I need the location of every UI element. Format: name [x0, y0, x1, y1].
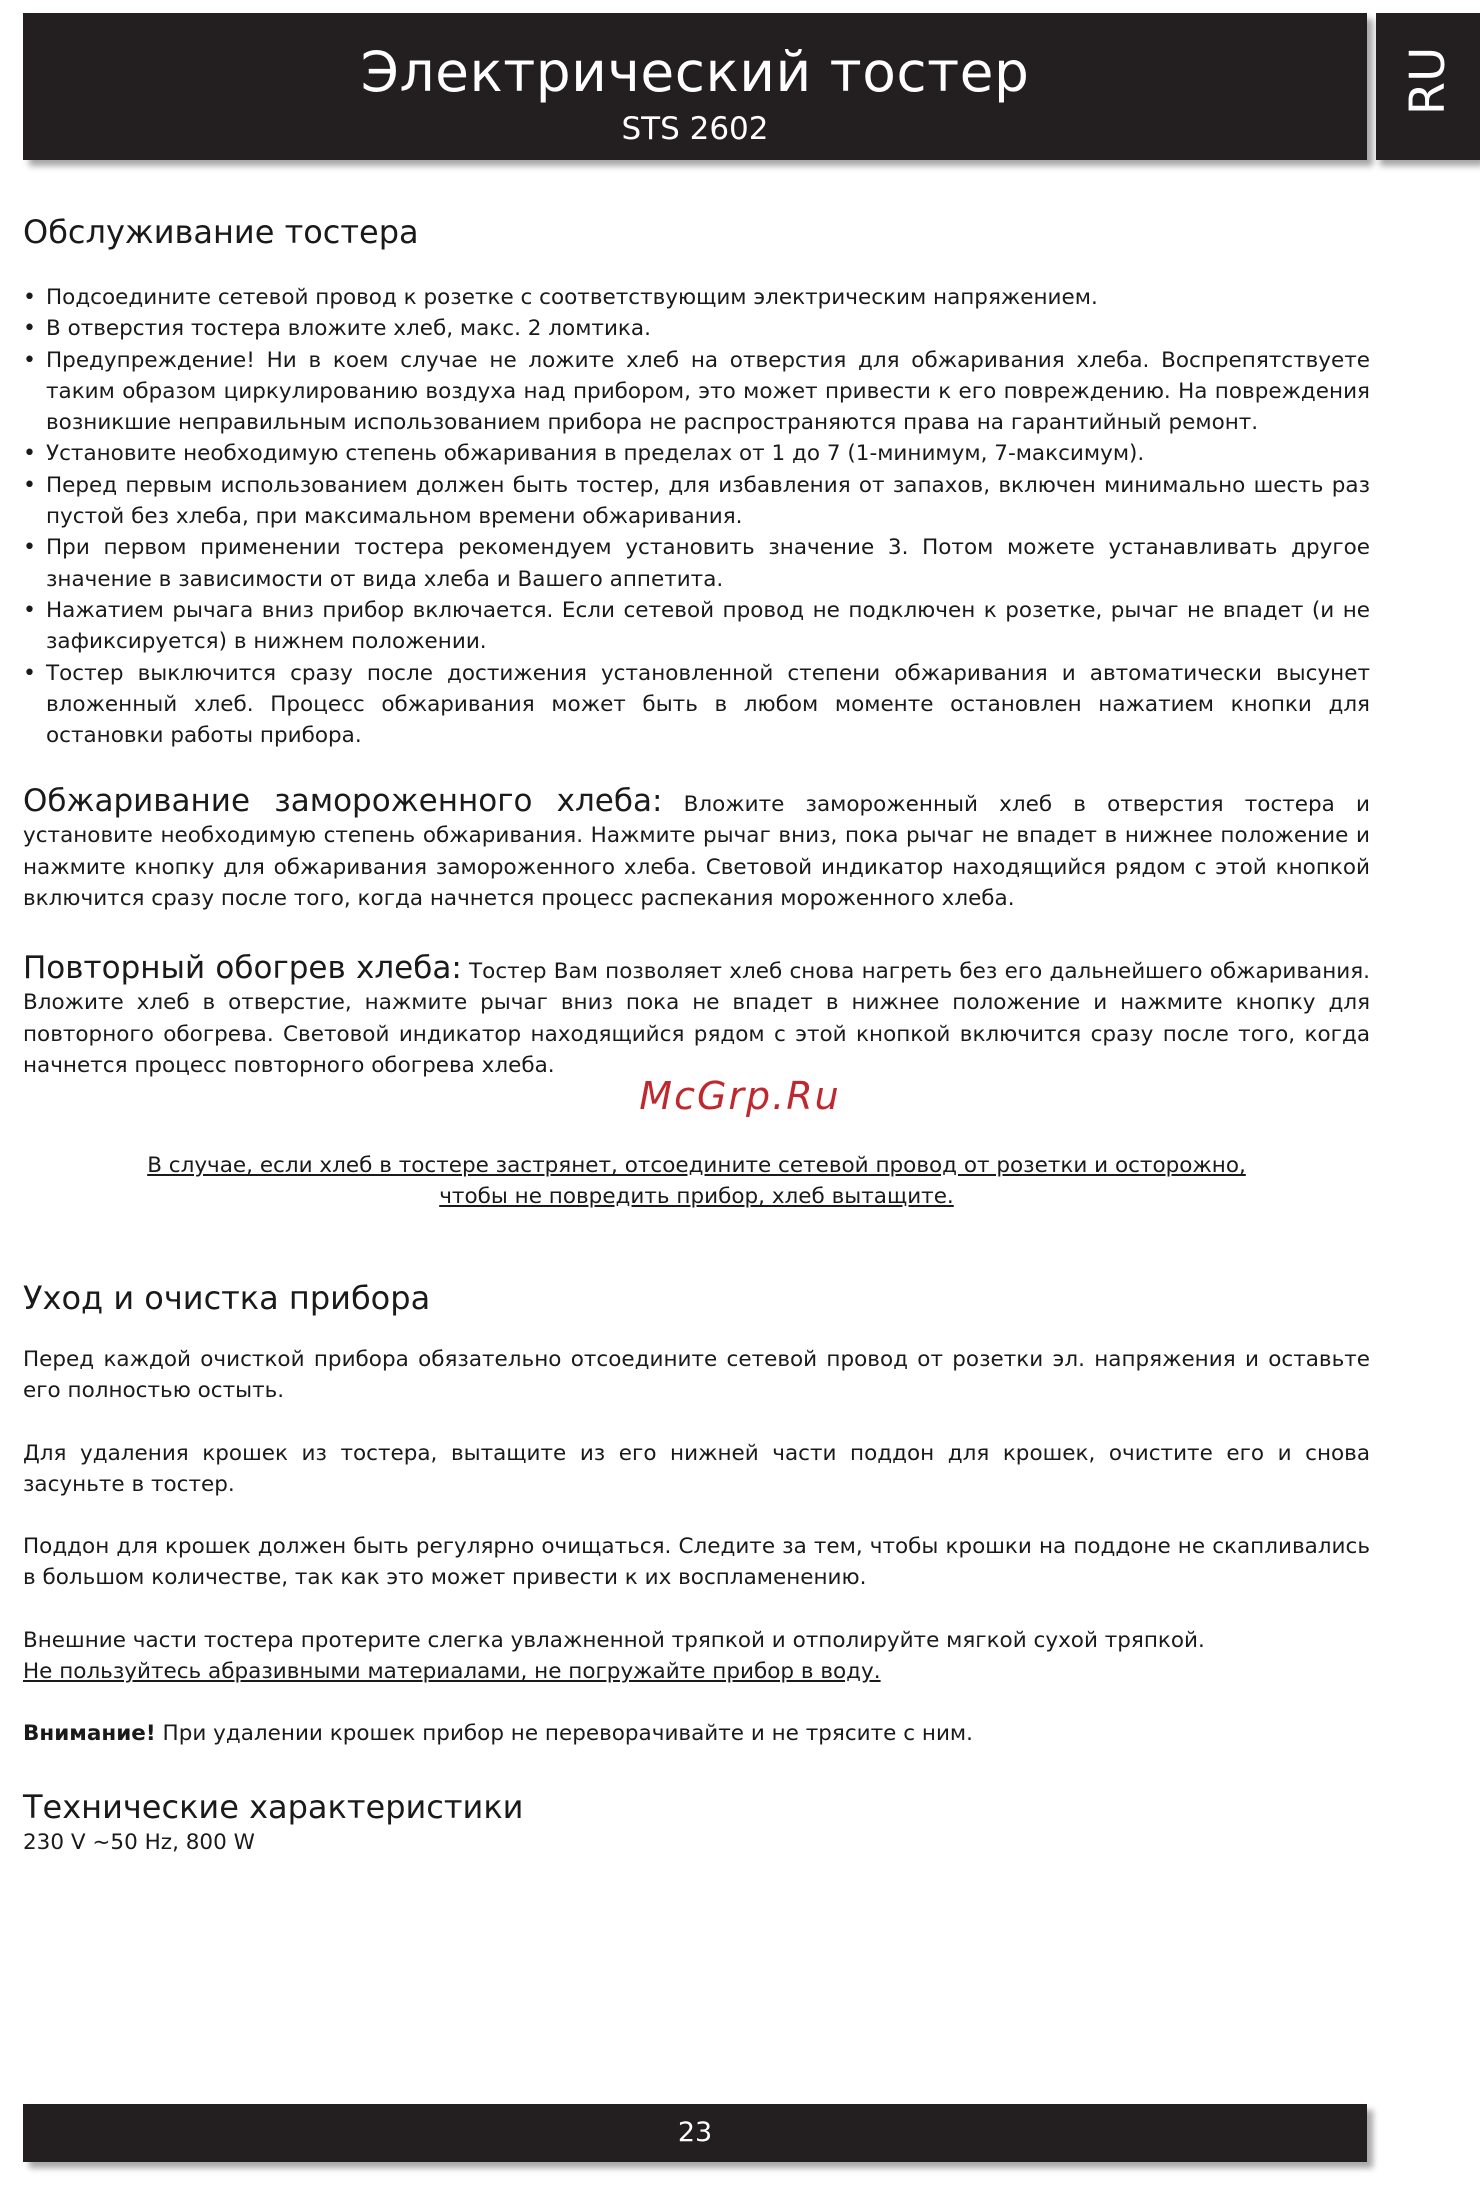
operation-list: [23, 282, 1370, 751]
care-abrasive-warning: Не пользуйтесь абразивными материалами, не погружайте прибор в воду.: [23, 1659, 881, 1685]
list-item: • Предупреждение! Ни в коем случае не ложите хлеб на отверстия для обжаривания хлеба. Воспрепятствуете таким образом циркулированию воздуха над прибором, это может привести к его повреждению. На повреждения возникшие неправильным использованием прибора не распространяются права на гарантийный ремонт.: [23, 345, 1370, 439]
section-heading-reheat: Повторный обогрев хлеба:: [23, 950, 462, 986]
care-exterior-text: Внешние части тостера протерите слегка увлажненной тряпкой и отполируйте мягкой сухой тряпкой.: [23, 1627, 1205, 1653]
reheat-text: Тостер Вам позволяет хлеб снова нагреть без его дальнейшего обжаривания. Вложите хлеб в отверстие, нажмите рычаг вниз пока не впадет в нижнее положение и нажмите кнопку для повторного обогрева. Световой индикатор находящийся рядом с этой кнопкой включится сразу после того, когда начнется процесс повторного обогрева хлеба.: [23, 959, 1370, 1078]
specs-value: 230 V ~50 Hz, 800 W: [23, 1830, 255, 1855]
care-paragraph: Для удаления крошек из тостера, вытащите из его нижней части поддон для крошек, очистите его и снова засуньте в тостер.: [23, 1440, 1370, 1497]
section-heading-specs: Технические характеристики: [23, 1788, 524, 1826]
warning-text: При удалении крошек прибор не переворачивайте и не трясите с ним.: [155, 1721, 973, 1747]
model-number: STS 2602: [621, 111, 769, 147]
list-item: • Нажатием рычага вниз прибор включается. Если сетевой провод не подключен к розетке, рычаг не впадет (и не зафиксируется) в нижнем положении.: [23, 595, 1370, 658]
list-item: • Подсоедините сетевой провод к розетке с соответствующим электрическим напряжением.: [23, 282, 1370, 313]
section-reheat: [23, 950, 1370, 1081]
section-heading-operation: Обслуживание тостера: [23, 213, 419, 251]
section-heading-care: Уход и очистка прибора: [23, 1279, 431, 1317]
care-warning: [23, 1718, 1370, 1749]
list-item: • Тостер выключится сразу после достижения установленной степени обжаривания и автоматически высунет вложенный хлеб. Процесс обжаривания может быть в любом моменте остановлен нажатием кнопки для остановки работы прибора.: [23, 658, 1370, 752]
language-tab: [1376, 13, 1480, 160]
jam-note-line: чтобы не повредить прибор, хлеб вытащите.: [439, 1184, 954, 1210]
section-heading-frozen: Обжаривание замороженного хлеба:: [23, 783, 663, 819]
footer-bar: [23, 2104, 1367, 2162]
frozen-text: Вложите замороженный хлеб в отверстия тостера и установите необходимую степень обжаривания. Нажмите рычаг вниз, пока рычаг не впадет в нижнее положение и нажмите кнопку для обжаривания замороженного хлеба. Световой индикатор находящийся рядом с этой кнопкой включится сразу после того, когда начнется процесс распекания мороженного хлеба.: [23, 792, 1370, 911]
jam-note: [23, 1150, 1370, 1213]
list-item: • В отверстия тостера вложите хлеб, макс. 2 ломтика.: [23, 313, 1370, 344]
care-paragraph: Перед каждой очисткой прибора обязательно отсоедините сетевой провод от розетки эл. напряжения и оставьте его полностью остыть.: [23, 1347, 1370, 1404]
list-item: • При первом применении тостера рекомендуем установить значение 3. Потом можете устанавливать другое значение в зависимости от вида хлеба и Вашего аппетита.: [23, 532, 1370, 595]
section-specs: [23, 1787, 1370, 1858]
page-number: 23: [677, 2117, 713, 2148]
watermark: McGrp.Ru: [639, 1074, 841, 1118]
section-operation: [23, 210, 1370, 751]
jam-note-line: В случае, если хлеб в тостере застрянет, отсоедините сетевой провод от розетки и осторожно,: [147, 1153, 1246, 1178]
care-paragraph: Поддон для крошек должен быть регулярно очищаться. Следите за тем, чтобы крошки на поддоне не скапливались в большом количестве, так как это может привести к их воспламенению.: [23, 1534, 1370, 1591]
list-item: • Установите необходимую степень обжаривания в пределах от 1 до 7 (1-минимум, 7-максимум).: [23, 438, 1370, 469]
section-care: [23, 1276, 1370, 1750]
document-title: Электрический тостер: [360, 40, 1030, 104]
header-bar: [23, 13, 1367, 160]
section-frozen: [23, 783, 1370, 914]
list-item: • Перед первым использованием должен быть тостер, для избавления от запахов, включен минимально шесть раз пустой без хлеба, при максимальном времени обжаривания.: [23, 470, 1370, 533]
care-paragraph: [23, 1625, 1370, 1688]
warning-label: Внимание!: [23, 1721, 156, 1747]
language-label: RU: [1400, 46, 1456, 116]
